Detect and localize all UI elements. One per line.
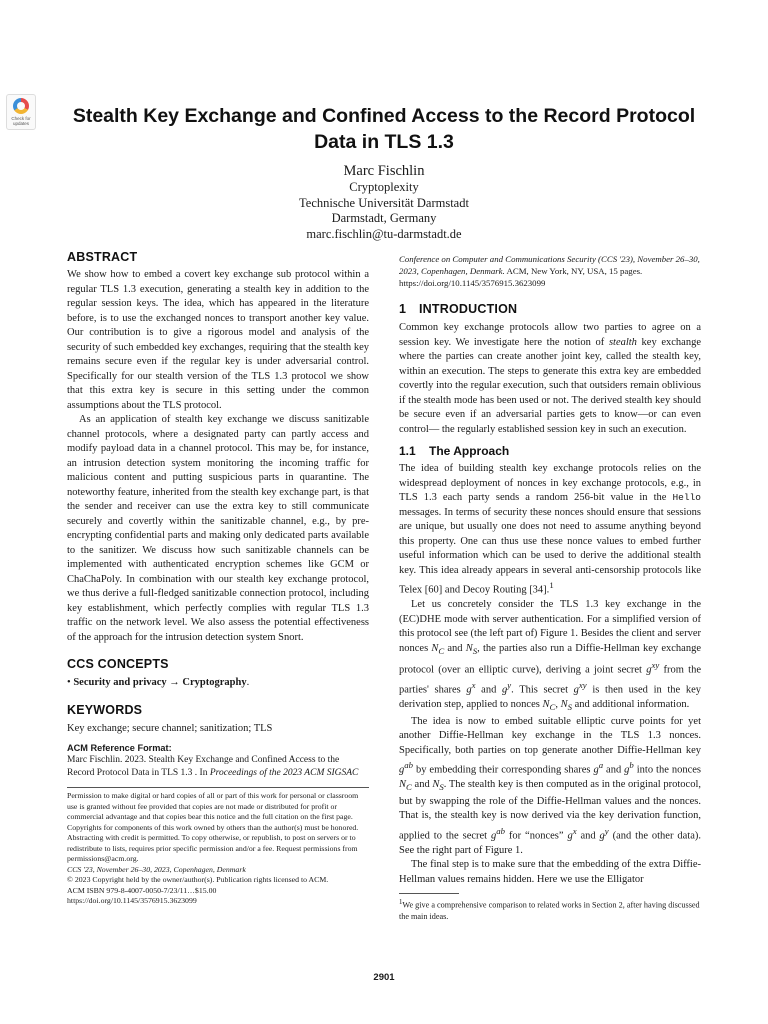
author-name: Marc Fischlin bbox=[343, 163, 425, 179]
footnote-marker[interactable]: 1 bbox=[549, 580, 554, 590]
abstract-paragraph-2: As an application of stealth key exchange we discuss sanitizable channel protocols, where a designated party can partly access and modify payload data in a channel protocol. This may be, for instance, an intrusion detection system monitoring the incoming traffic for malicious content and putting suspicious parts in quarantine. The noteworthy feature, inherited from the stealth key exchange part, is that the sender and receiver can use the extra key to still communicate securely and covertly within the sanitizable channel, e.g., by pre-encrypting confidential parts and making only dedicated parts available to the sanitizer. We discuss how such sanitizable channels can be implemented with authenticated encryption schemes like GCM or ChaChaPoly. In combination with our stealth key exchange protocol, we thus derive a full-fledged sanitizable connection protocol, including key establishment, which perfectly complies with regular TLS 1.3 traffic on the network level. We also assess the potential effectiveness of the approach for the intrusion detection system Snort. bbox=[67, 414, 369, 643]
author-affiliation-university: Technische Universität Darmstadt bbox=[299, 195, 469, 210]
ccs-concepts-heading: CCS CONCEPTS bbox=[67, 657, 169, 671]
ccs-concepts-line: • Security and privacy → Cryptography. bbox=[67, 677, 250, 688]
approach-paragraph-3: The idea is now to embed suitable elliptic curve points for yet another Diffie-Hellman key exchange in the TLS 1.3 nonces. Specifically, both parties on top generate another Diffie-Hellman key $g^{ab}$ by embedding their corresponding shares $g^a$ and $g^b$ into the nonces $N_C$ and $N_S$. The stealth key is then computed as in the original protocol, but by swapping the role of the Diffie-Hellman values and the nonces. That is, the stealth key is now derived via the key derivation function, applied to the secret $g^{ab}$ for “nonces” $g^x$ and $g^y$ (and the other data). See the right part of Figure 1. bbox=[399, 715, 701, 856]
author-location: Darmstadt, Germany bbox=[331, 211, 437, 225]
abstract-heading: ABSTRACT bbox=[67, 250, 138, 264]
crossmark-icon bbox=[13, 98, 29, 114]
author-email[interactable]: marc.fischlin@tu-darmstadt.de bbox=[306, 226, 462, 241]
approach-heading: 1.1 The Approach bbox=[399, 444, 510, 458]
check-for-updates-badge[interactable] bbox=[6, 94, 36, 130]
badge-label: Check for updates bbox=[11, 116, 31, 126]
approach-paragraph-4: The final step is to make sure that the embedding of the extra Diffie-Hellman values remains hidden. Here we use the Elligator bbox=[399, 859, 701, 885]
page-number: 2901 bbox=[373, 972, 395, 983]
left-column bbox=[67, 249, 369, 907]
approach-paragraph-2: Let us concretely consider the TLS 1.3 key exchange in the (EC)DHE mode with server authentication. For a simplified version of this protocol see (the left part of) Figure 1. Besides the client and server nonces $N_C$ and $N_S$, the parties also run a Diffie-Hellman key exchange protocol (over an elliptic curve), deriving a joint secret $g^{xy}$ from the parties' shares $g^x$ and $g^y$. This secret $g^{xy}$ is then used in the key derivation step, applied to nonces $N_C$, $N_S$ and additional information. bbox=[399, 599, 702, 713]
keywords-text: Key exchange; secure channel; sanitization; TLS bbox=[67, 722, 273, 734]
footnote: $^1$We give a comprehensive comparison to related works in Section 2, after having discussed the main ideas. bbox=[399, 899, 700, 922]
permission-notice: Permission to make digital or hard copies of all or part of this work for personal or classroom use is granted without fee provided that copies are not made or distributed for profit or commercial advantage and that copies bear this notice and the full citation on the first page. Copyrights for components of this work owned by others than the author(s) must be honored. Abstracting with credit is permitted. To copy otherwise, or republish, to post on servers or to redistribute to lists, requires prior specific permission and/or a fee. Request permissions from permissions@acm.org. CCS '23, November 26–30, 2023, Copenhagen, Denmark © 2023 Copyright held by the owner/author(s). Publication rights licensed to ACM. ACM ISBN 979-8-4007-0050-7/23/11…$15.00 https://doi.org/10.1145/3576915.3623099 bbox=[67, 791, 369, 907]
introduction-heading: 1 INTRODUCTION bbox=[399, 302, 518, 316]
introduction-paragraph-1: Common key exchange protocols allow two parties to agree on a session key. We investigate here the notion of stealth key exchange where the parties can create another joint key, called the stealth key, within an execution. The steps to generate this extra key are embedded covertly into the regular execution, such that outsiders remain oblivious if the stealth mode has been used or not. The derived stealth key should be secure even if an adversarial parties gets to know—or can even control— the regularly established session key in such an execution. bbox=[399, 322, 701, 435]
abstract-paragraph-1: We show how to embed a covert key exchange sub protocol within a regular TLS 1.3 execution, generating a stealth key in addition to the regular session keys. The idea, which has appeared in the literature before, is to use the exchanged nonces to transport another key value. Our contribution is to give a rigorous model and analysis of the security of such embedded key exchanges, requiring that the stealth key remains secure even if the regular key is under adversarial control. Specifically for our stealth version of the TLS 1.3 protocol we show that this extra key is secure in this setting under the common assumptions about the TLS protocol. bbox=[67, 269, 369, 411]
author-affiliation-group: Cryptoplexity bbox=[349, 180, 419, 194]
approach-paragraph-1: The idea of building stealth key exchange protocols relies on the widespread deployment of nonces in key exchange protocols, e.g., in TLS 1.3 each party sends a random 256-bit value in the Hello messages. In terms of security these nonces should ensure that sessions are unique, but usually one does not need to assume anything beyond this property. One can thus use these nonce values to embed further useful information which can be used to derive the additional stealth key. This idea already appears in several anti-censorship protocols like Telex [60] and Decoy Routing [34].$^1$ bbox=[399, 463, 701, 596]
author-block bbox=[184, 162, 584, 242]
right-column bbox=[399, 253, 701, 922]
acm-reference-heading: ACM Reference Format: bbox=[67, 743, 172, 753]
permission-doi-link[interactable]: https://doi.org/10.1145/3576915.3623099 bbox=[67, 896, 197, 905]
keywords-heading: KEYWORDS bbox=[67, 702, 143, 717]
paper-title: Stealth Key Exchange and Confined Access to the Record Protocol Data in TLS 1.3 bbox=[72, 105, 696, 153]
acm-reference-text: Marc Fischlin. 2023. Stealth Key Exchange and Confined Access to the Record Protocol Data in TLS 1.3 . In Proceedings of the 2023 ACM SIGSAC bbox=[67, 755, 359, 778]
venue-citation: Conference on Computer and Communications Security (CCS '23), November 26–30, 2023, Copenhagen, Denmark. ACM, New York, NY, USA, 15 pages. https://doi.org/10.1145/3576915.3623099 bbox=[399, 254, 700, 288]
